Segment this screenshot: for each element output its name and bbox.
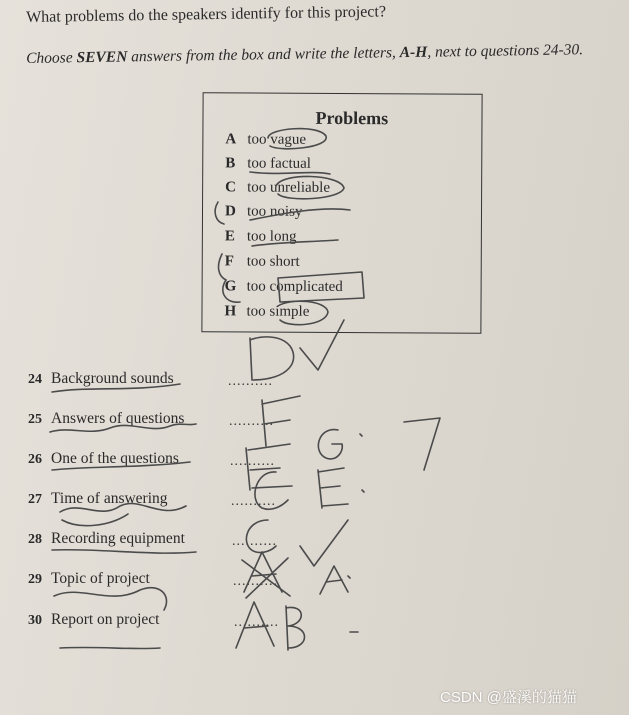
option-text: too vague [247,131,307,148]
answer-blank-30: .......... [234,615,279,630]
loop-mark-27 [62,514,128,526]
option-letter: A [225,131,237,148]
question-text: Answers of questions [51,410,185,427]
option-letter: H [224,303,237,320]
option-text: too simple [246,303,310,320]
side-note-dot-3 [348,576,350,578]
handwritten-e-26 [246,444,292,490]
answer-blank-29: .......... [233,574,278,589]
circle-mark-vague [268,129,326,149]
answer-blank-27: .......... [231,494,276,509]
handwritten-c-28 [246,520,276,553]
side-note-g [318,430,342,459]
option-letter: D [224,203,236,220]
squiggle-mark-25 [50,424,196,432]
underline-mark-factual [250,172,330,174]
side-note-dot-1 [360,434,362,436]
underline-mark-26 [52,462,190,470]
question-number: 26 [28,452,42,467]
option-letter: F [224,253,234,270]
question-text: Background sounds [51,370,174,387]
option-text: too short [246,253,300,270]
bracket-mark-short [219,254,226,280]
question-number: 29 [28,572,42,587]
underline-mark-24 [52,384,180,392]
instruction-seven: SEVEN [76,48,128,67]
circle-mark-simple [278,301,328,324]
circle-mark-g [223,280,240,302]
question-text: Recording equipment [51,530,185,547]
side-note-7 [404,418,440,470]
instruction-part3: , next to questions 24-30. [427,41,584,61]
handwritten-check-28 [300,520,348,566]
answer-blank-28: .......... [232,534,277,549]
option-letter: G [224,278,237,295]
option-letter: C [225,179,237,196]
underline-mark-noisy [215,202,224,224]
underline-mark-long [252,240,338,246]
answer-blank-25: .......... [229,414,274,429]
option-letter: B [225,155,236,172]
handwritten-v-24 [300,320,344,370]
question-number: 25 [28,412,42,427]
question-number: 24 [28,372,42,387]
instruction-part1: Choose [26,49,77,67]
underline-mark-noisy-2 [250,209,350,220]
question-text: Time of answering [51,490,168,507]
answer-blank-26: .......... [230,454,275,469]
instruction-part2: answers from the box and write the letters, [127,44,400,66]
handwritten-f-25 [262,396,300,446]
option-text: too noisy [246,203,303,220]
question-text: Report on project [51,611,160,628]
question-number: 28 [28,532,42,547]
question-number: 27 [28,492,42,507]
side-note-e [318,468,348,508]
underline-mark-30 [60,647,160,648]
option-text: too unreliable [247,179,331,196]
problems-box-title: Problems [315,107,389,129]
underline-mark-28 [52,550,196,553]
question-number: 30 [28,613,42,628]
handwritten-d-24 [250,337,294,380]
handwritten-a-30 [236,602,274,648]
option-letter: E [224,228,235,245]
circle-mark-unreliable [276,176,344,198]
answer-blank-24: .......... [228,374,273,389]
question-text: One of the questions [51,450,179,467]
instruction-range: A-H [399,43,428,62]
squiggle-mark-29 [54,588,167,610]
option-text: too factual [247,155,312,172]
question-title: What problems do the speakers identify for this project? [26,3,387,26]
handwritten-c-27 [255,472,288,509]
option-text: too long [246,228,297,245]
option-text: too complicated [246,278,343,296]
handwritten-b-30 [286,606,305,650]
csdn-watermark: CSDN @盛溪的猫猫 [440,689,577,706]
side-note-dot-2 [362,490,364,492]
question-text: Topic of project [51,570,150,587]
squiggle-mark-27 [60,503,186,512]
box-mark-complicated [278,272,364,302]
side-note-a [320,566,348,594]
